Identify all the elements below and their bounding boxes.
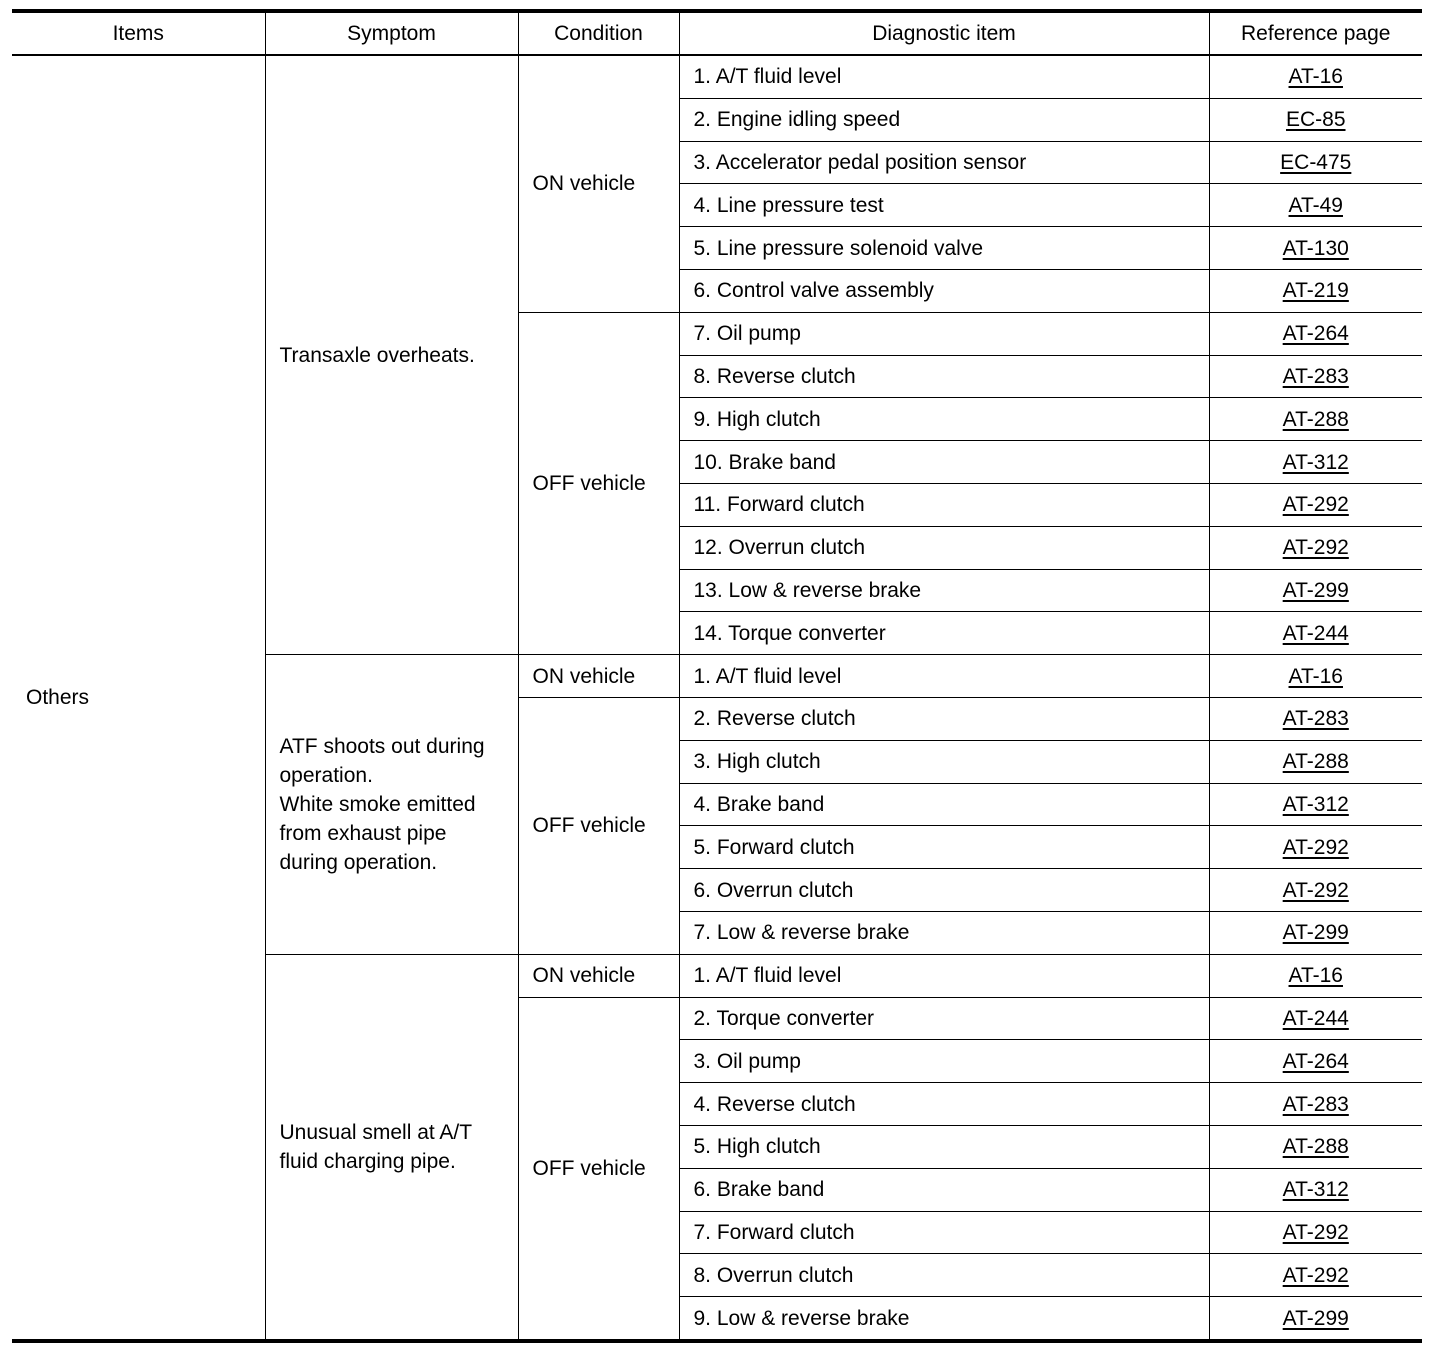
diagnostic-item-cell: 9. High clutch [679, 398, 1209, 441]
diagnostic-item-cell: 4. Brake band [679, 783, 1209, 826]
diagnostic-table [12, 9, 1422, 1343]
diagnostic-item-cell: 6. Brake band [679, 1168, 1209, 1211]
reference-cell [1209, 1297, 1422, 1341]
reference-cell [1209, 1040, 1422, 1083]
reference-cell [1209, 826, 1422, 869]
diagnostic-item-cell: 2. Engine idling speed [679, 98, 1209, 141]
symptom-text: Unusual smell at A/T fluid charging pipe. [279, 1120, 472, 1173]
reference-cell [1209, 1168, 1422, 1211]
diagnostic-item-cell: 7. Low & reverse brake [679, 911, 1209, 954]
diagnostic-item-cell: 4. Reverse clutch [679, 1083, 1209, 1126]
reference-page-link[interactable]: AT-16 [1288, 664, 1343, 688]
header-row [12, 11, 1422, 55]
diagnostic-item-cell: 10. Brake band [679, 441, 1209, 484]
reference-page-link[interactable]: AT-292 [1282, 536, 1349, 560]
item-cell: Others [12, 55, 265, 1341]
diagnostic-item-cell: 12. Overrun clutch [679, 526, 1209, 569]
diagnostic-item-cell: 7. Oil pump [679, 312, 1209, 355]
reference-cell [1209, 783, 1422, 826]
diagnostic-item-cell: 8. Overrun clutch [679, 1254, 1209, 1297]
header-condition: Condition [518, 11, 679, 55]
reference-page-link[interactable]: AT-292 [1282, 878, 1349, 902]
diagnostic-item-cell: 11. Forward clutch [679, 483, 1209, 526]
reference-page-link[interactable]: AT-244 [1282, 621, 1349, 645]
table-body [12, 55, 1422, 1341]
reference-cell [1209, 869, 1422, 912]
reference-page-link[interactable]: AT-292 [1282, 493, 1349, 517]
diagnostic-item-cell: 7. Forward clutch [679, 1211, 1209, 1254]
diagnostic-item-cell: 1. A/T fluid level [679, 55, 1209, 98]
reference-page-link[interactable]: AT-312 [1282, 450, 1349, 474]
diagnostic-item-cell: 5. High clutch [679, 1125, 1209, 1168]
diagnostic-item-cell: 3. High clutch [679, 740, 1209, 783]
reference-page-link[interactable]: EC-475 [1280, 150, 1352, 174]
reference-cell [1209, 312, 1422, 355]
reference-cell [1209, 569, 1422, 612]
reference-cell [1209, 697, 1422, 740]
reference-cell [1209, 740, 1422, 783]
diagnostic-item-cell: 8. Reverse clutch [679, 355, 1209, 398]
reference-cell [1209, 98, 1422, 141]
reference-page-link[interactable]: AT-283 [1282, 364, 1349, 388]
reference-page-link[interactable]: AT-49 [1288, 193, 1343, 217]
reference-cell [1209, 184, 1422, 227]
header-diagnostic-item: Diagnostic item [679, 11, 1209, 55]
reference-page-link[interactable]: AT-312 [1282, 1178, 1349, 1202]
symptom-text: Transaxle overheats. [279, 343, 475, 367]
reference-cell [1209, 269, 1422, 312]
reference-cell [1209, 911, 1422, 954]
reference-cell [1209, 1211, 1422, 1254]
condition-cell: OFF vehicle [518, 997, 679, 1341]
reference-cell [1209, 1083, 1422, 1126]
reference-page-link[interactable]: AT-288 [1282, 407, 1349, 431]
reference-page-link[interactable]: AT-299 [1282, 578, 1349, 602]
reference-cell [1209, 655, 1422, 698]
reference-cell [1209, 1125, 1422, 1168]
diagnostic-item-cell: 3. Oil pump [679, 1040, 1209, 1083]
reference-cell [1209, 1254, 1422, 1297]
condition-cell: ON vehicle [518, 655, 679, 698]
reference-page-link[interactable]: AT-219 [1282, 279, 1349, 303]
symptom-cell [265, 655, 518, 955]
diagnostic-item-cell: 2. Torque converter [679, 997, 1209, 1040]
reference-page-link[interactable]: AT-283 [1282, 707, 1349, 731]
reference-cell [1209, 526, 1422, 569]
symptom-text: ATF shoots out during operation. White smoke emitted from exhaust pipe during operation. [279, 734, 485, 874]
reference-cell [1209, 441, 1422, 484]
table-row [12, 55, 1422, 98]
reference-cell [1209, 612, 1422, 655]
diagnostic-item-cell: 14. Torque converter [679, 612, 1209, 655]
reference-page-link[interactable]: AT-299 [1282, 921, 1349, 945]
header-reference-page: Reference page [1209, 11, 1422, 55]
diagnostic-item-cell: 9. Low & reverse brake [679, 1297, 1209, 1341]
header-items: Items [12, 11, 265, 55]
symptom-cell [265, 954, 518, 1341]
header-symptom: Symptom [265, 11, 518, 55]
diagnostic-item-cell: 1. A/T fluid level [679, 655, 1209, 698]
diagnostic-item-cell: 2. Reverse clutch [679, 697, 1209, 740]
reference-page-link[interactable]: EC-85 [1285, 108, 1346, 132]
reference-page-link[interactable]: AT-130 [1282, 236, 1349, 260]
diagnostic-table-container [12, 9, 1422, 1343]
reference-page-link[interactable]: AT-288 [1282, 750, 1349, 774]
reference-cell [1209, 483, 1422, 526]
diagnostic-item-cell: 5. Forward clutch [679, 826, 1209, 869]
condition-cell: OFF vehicle [518, 312, 679, 654]
reference-page-link[interactable]: AT-264 [1282, 322, 1349, 346]
table-header [12, 11, 1422, 55]
reference-cell [1209, 954, 1422, 997]
reference-page-link[interactable]: AT-244 [1282, 1006, 1349, 1030]
diagnostic-item-cell: 6. Control valve assembly [679, 269, 1209, 312]
reference-page-link[interactable]: AT-283 [1282, 1092, 1349, 1116]
reference-cell [1209, 227, 1422, 270]
reference-cell [1209, 55, 1422, 98]
reference-page-link[interactable]: AT-292 [1282, 1220, 1349, 1244]
diagnostic-item-cell: 1. A/T fluid level [679, 954, 1209, 997]
reference-cell [1209, 355, 1422, 398]
reference-page-link[interactable]: AT-292 [1282, 835, 1349, 859]
reference-page-link[interactable]: AT-264 [1282, 1049, 1349, 1073]
condition-cell: ON vehicle [518, 55, 679, 312]
reference-page-link[interactable]: AT-288 [1282, 1135, 1349, 1159]
diagnostic-item-cell: 13. Low & reverse brake [679, 569, 1209, 612]
reference-cell [1209, 997, 1422, 1040]
reference-page-link[interactable]: AT-292 [1282, 1263, 1349, 1287]
diagnostic-item-cell: 6. Overrun clutch [679, 869, 1209, 912]
condition-cell: OFF vehicle [518, 697, 679, 954]
diagnostic-item-cell: 5. Line pressure solenoid valve [679, 227, 1209, 270]
reference-page-link[interactable]: AT-312 [1282, 792, 1349, 816]
reference-cell [1209, 398, 1422, 441]
diagnostic-item-cell: 4. Line pressure test [679, 184, 1209, 227]
reference-page-link[interactable]: AT-299 [1282, 1306, 1349, 1330]
reference-page-link[interactable]: AT-16 [1288, 964, 1343, 988]
diagnostic-item-cell: 3. Accelerator pedal position sensor [679, 141, 1209, 184]
reference-cell [1209, 141, 1422, 184]
symptom-cell [265, 55, 518, 655]
condition-cell: ON vehicle [518, 954, 679, 997]
reference-page-link[interactable]: AT-16 [1288, 65, 1343, 89]
